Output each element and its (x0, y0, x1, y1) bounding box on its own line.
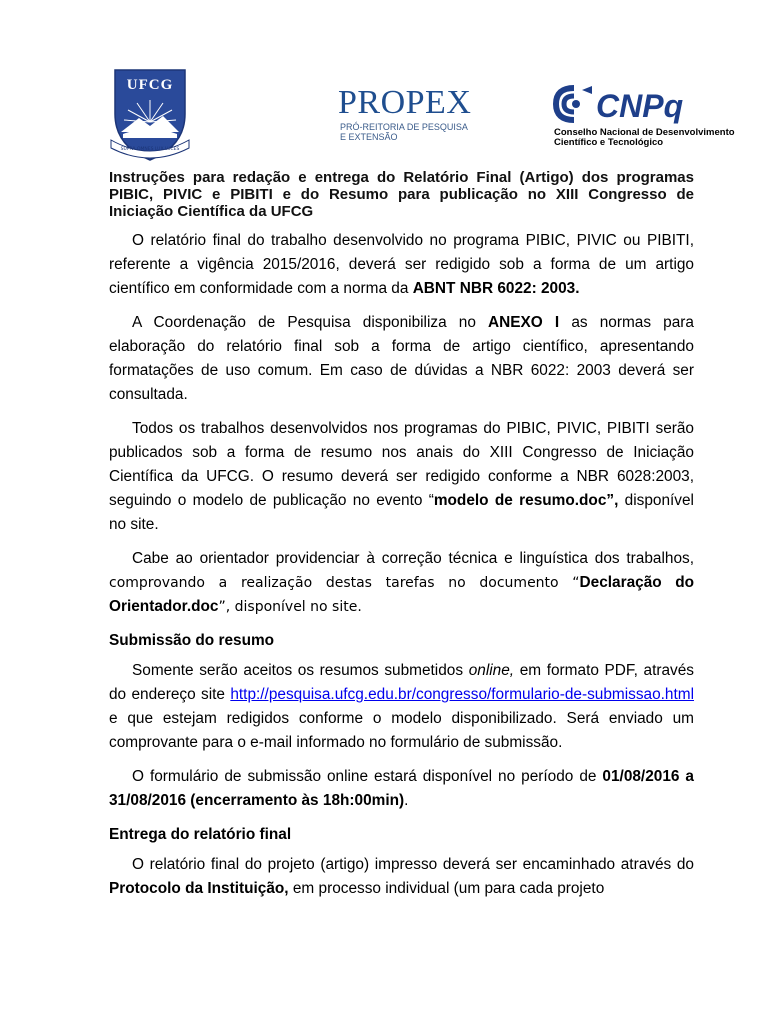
paragraph-7-text-b: em processo individual (um para cada projeto (288, 880, 605, 897)
paragraph-5-italic: online, (468, 662, 515, 679)
paragraph-3-bold: modelo de resumo.doc”, (433, 492, 619, 509)
submission-form-link[interactable]: http://pesquisa.ufcg.edu.br/congresso/formulario-de-submissao.html (230, 686, 694, 703)
ufcg-motto: SUPRA OMNES LUX LUCES (120, 147, 180, 152)
paragraph-6-text-b: . (404, 792, 409, 809)
paragraph-2-text-a: A Coordenação de Pesquisa disponibiliza no (132, 314, 489, 331)
cnpq-subtitle-2: Científico e Tecnológico (554, 137, 664, 148)
paragraph-7-text-a: O relatório final do projeto (artigo) impresso deverá ser encaminhado através do (132, 856, 694, 873)
paragraph-4-text-b: comprovando a realização destas tarefas no documento “ (109, 575, 580, 591)
paragraph-7-bold: Protocolo da Instituição, (109, 880, 289, 897)
paragraph-6-bold: 01/08/2016 a 31/08/2016 (encerramento às 18h:00min) (109, 768, 694, 809)
paragraph-4 (109, 547, 694, 619)
section-heading-submissao: Submissão do resumo (109, 632, 275, 649)
paragraph-7 (109, 853, 694, 901)
paragraph-3 (109, 417, 694, 537)
paragraph-5 (109, 659, 694, 755)
paragraph-2-bold: ANEXO I (488, 314, 560, 331)
paragraph-2-text-b: as normas para elaboração do relatório final sob a forma de artigo científico, apresentando formatações de uso comum. Em caso de dúvidas a NBR 6022: 2003 deverá ser consultada. (109, 314, 694, 403)
ufcg-logo-text: UFCG (126, 77, 174, 93)
paragraph-2 (109, 311, 694, 407)
document-body (109, 169, 694, 911)
paragraph-4-bold: Declaração do Orientador.doc (109, 574, 695, 615)
paragraph-1-text: O relatório final do trabalho desenvolvido no programa PIBIC, PIVIC ou PIBITI, referente a vigência 2015/2016, deverá ser redigido sob a forma de um artigo científico em conformidade com a norma da (109, 232, 694, 297)
paragraph-5-text-a: Somente serão aceitos os resumos submetidos (132, 662, 469, 679)
paragraph-3-text-b: disponível no site. (109, 492, 694, 533)
document-title: Instruções para redação e entrega do Relatório Final (Artigo) dos programas PIBIC, PIVIC e PIBITI e do Resumo para publicação no XIII Congresso de Iniciação Científica da UFCG (109, 169, 694, 220)
paragraph-1-bold: ABNT NBR 6022: 2003. (412, 280, 580, 297)
propex-subtitle-1: PRÓ-REITORIA DE PESQUISA (340, 122, 468, 132)
ufcg-logo (109, 66, 191, 164)
section-heading-entrega: Entrega do relatório final (109, 826, 292, 843)
cnpq-logo (552, 84, 735, 150)
propex-subtitle-2: E EXTENSÃO (340, 132, 398, 142)
paragraph-4-text-a: Cabe ao orientador providenciar à correção técnica e linguística dos trabalhos, (132, 550, 694, 567)
propex-title: PROPEX (338, 84, 472, 121)
paragraph-6-text-a: O formulário de submissão online estará disponível no período de (132, 768, 603, 785)
paragraph-5-text-c: e que estejam redigidos conforme o modelo disponibilizado. Será enviado um comprovante para o e-mail informado no formulário de submissão. (109, 710, 694, 751)
cnpq-subtitle-1: Conselho Nacional de Desenvolvimento (554, 127, 735, 138)
paragraph-3-text-a: Todos os trabalhos desenvolvidos nos programas do PIBIC, PIVIC, PIBITI serão publicados sob a forma de resumo nos anais do XIII Congresso de Iniciação Científica da UFCG. O resumo deverá ser redigido conforme a NBR 6028:2003, seguindo o modelo de publicação no evento “ (109, 420, 694, 509)
paragraph-4-text-c: ”, disponível no site. (218, 599, 362, 615)
propex-logo (338, 86, 498, 146)
cnpq-emblem-icon (552, 84, 596, 124)
paragraph-1 (109, 229, 694, 301)
paragraph-5-text-b: em formato PDF, através do endereço site (109, 662, 695, 703)
cnpq-title: CNPq (596, 88, 684, 124)
paragraph-6 (109, 765, 694, 813)
header-logos (0, 66, 768, 166)
